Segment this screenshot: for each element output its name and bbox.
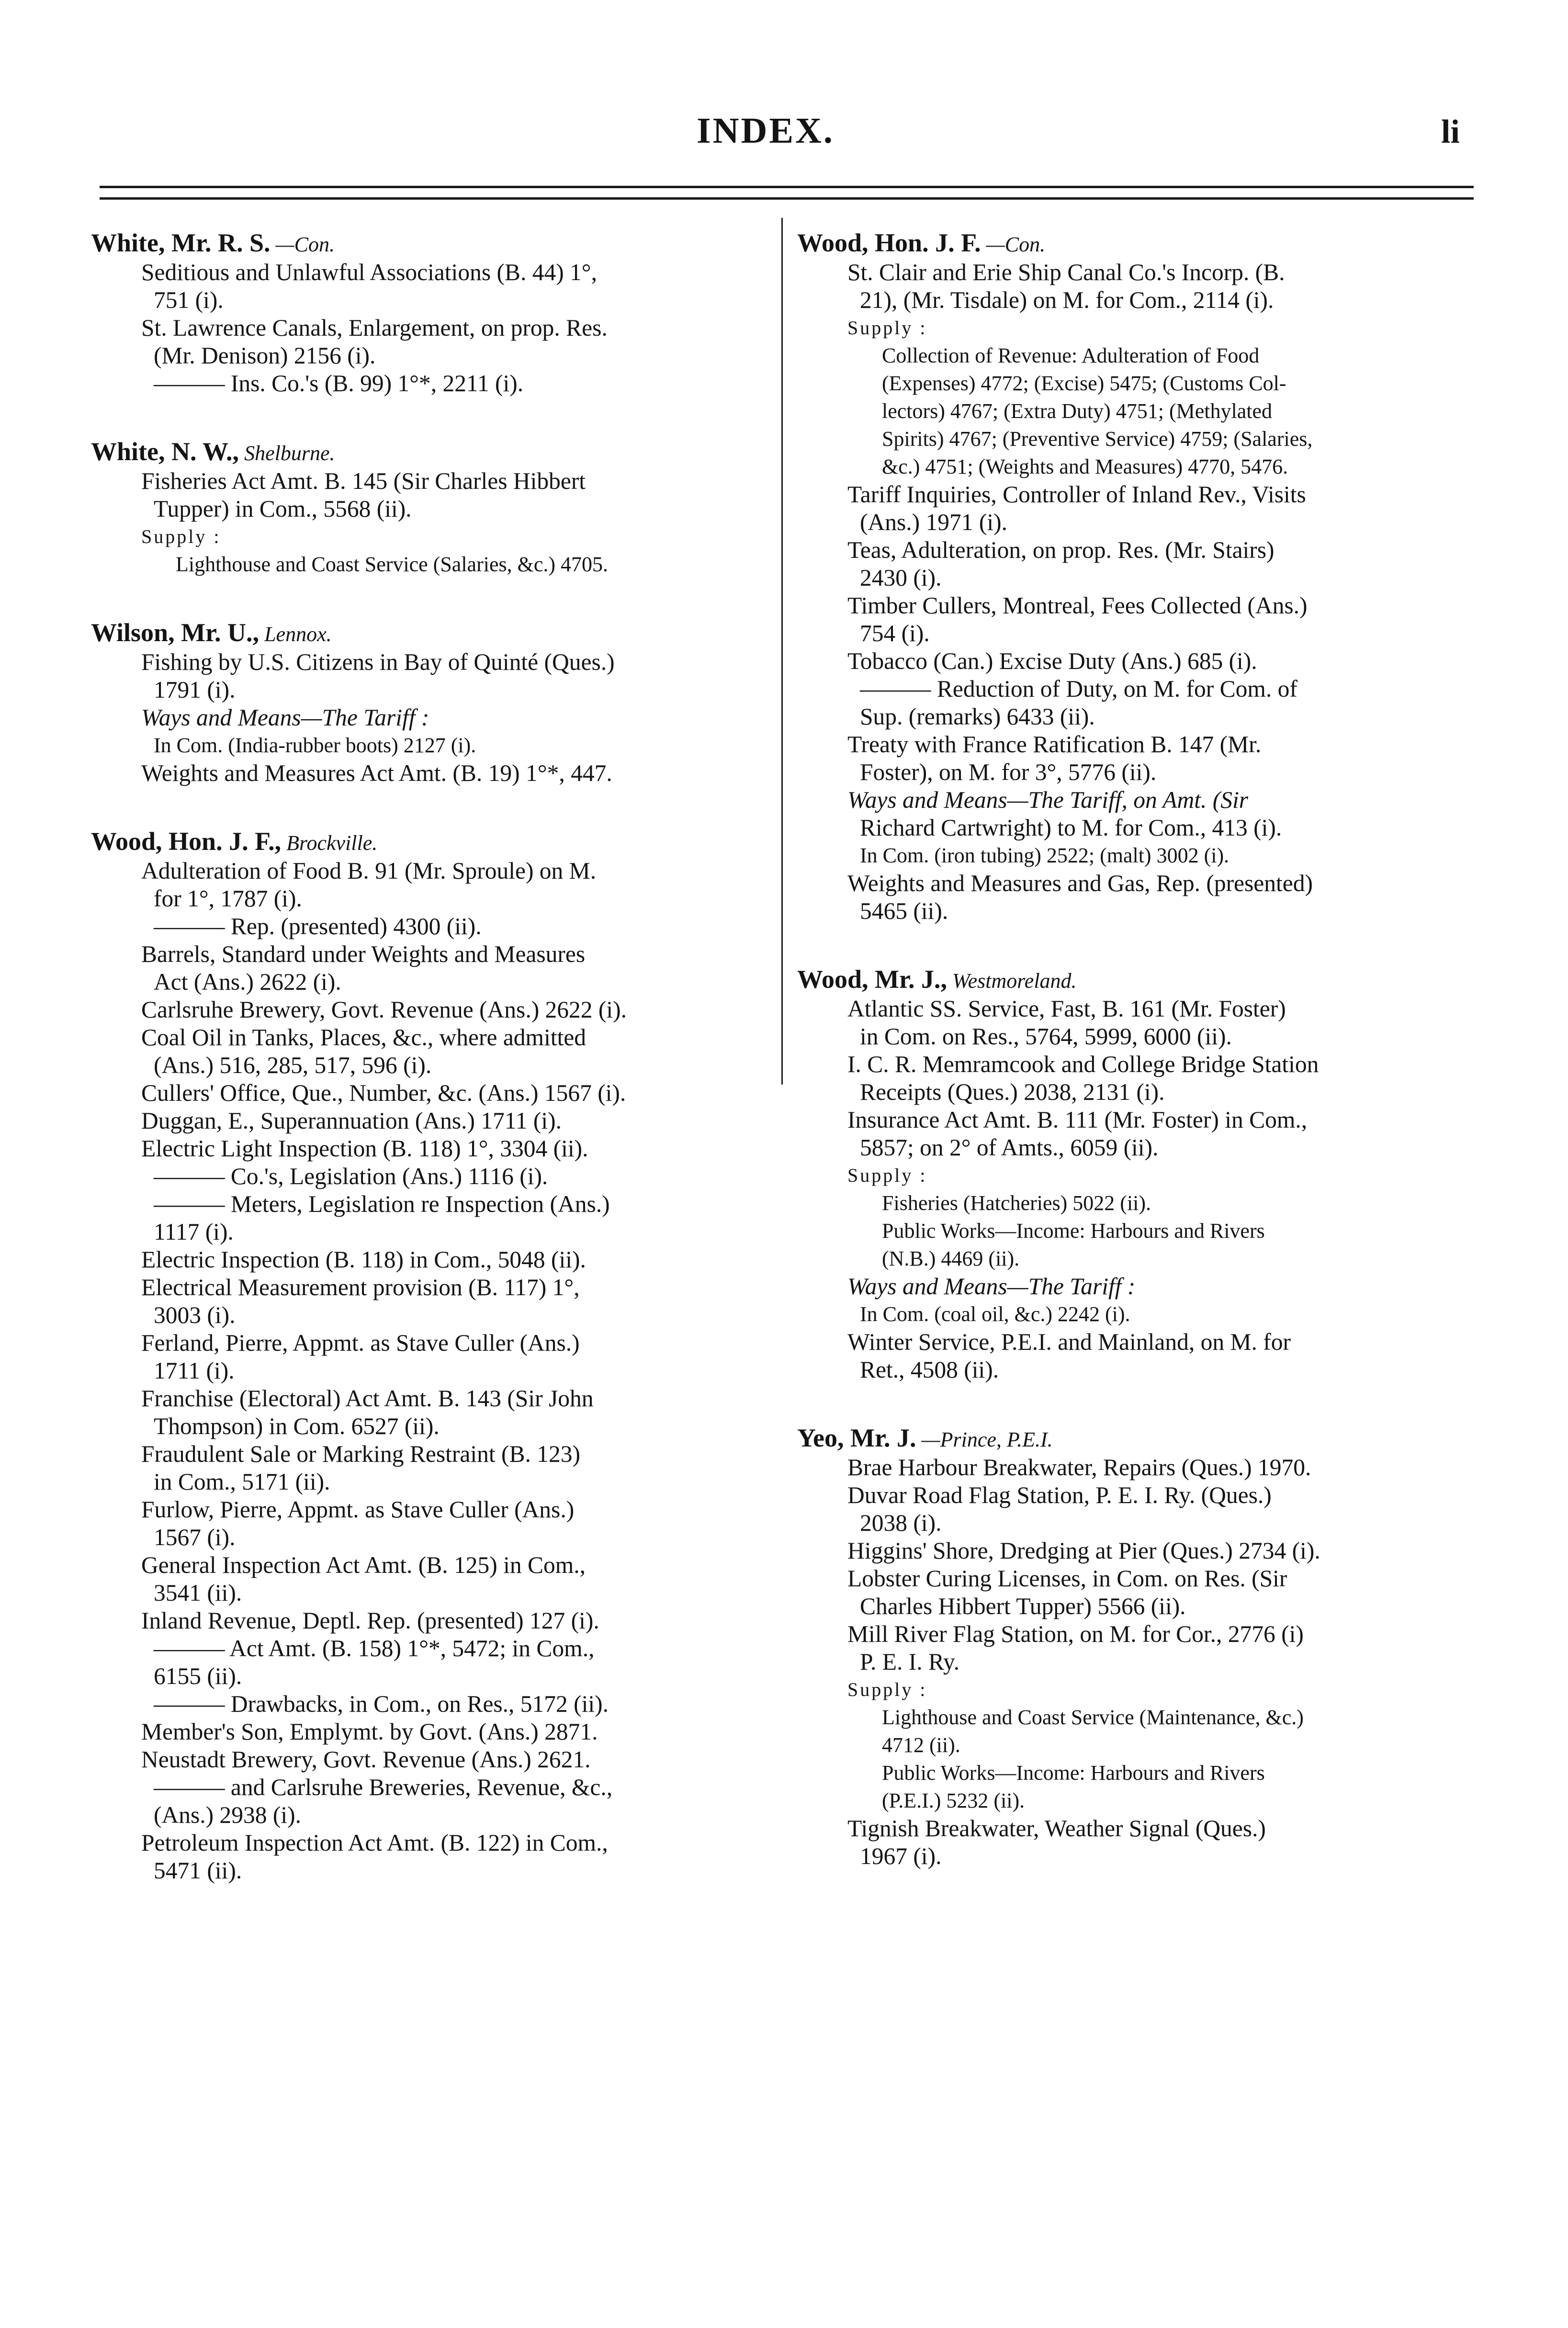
index-line: Ret., 4508 (ii). (860, 1356, 999, 1383)
index-line: Act (Ans.) 2622 (i). (154, 969, 341, 995)
index-line: (Ans.) 2938 (i). (154, 1802, 301, 1828)
supply-heading: Supply : (847, 1679, 927, 1700)
index-line: Barrels, Standard under Weights and Measures (141, 941, 586, 967)
member-riding: Shelburne. (239, 441, 335, 465)
entry-lines (847, 995, 1496, 1384)
index-line: 5857; on 2° of Amts., 6059 (ii). (860, 1134, 1159, 1161)
index-line: ——— Ins. Co.'s (B. 99) 1°*, 2211 (i). (154, 370, 524, 396)
index-line: 21), (Mr. Tisdale) on M. for Com., 2114 (i). (860, 287, 1274, 313)
entry-name (91, 827, 776, 857)
entry-lines (141, 648, 776, 787)
index-line: General Inspection Act Amt. (B. 125) in Com., (141, 1552, 586, 1578)
index-line: I. C. R. Memramcook and College Bridge Station (847, 1051, 1319, 1077)
index-line: Foster), on M. for 3°, 5776 (ii). (860, 759, 1157, 785)
index-line: in Com., 5171 (ii). (154, 1469, 330, 1495)
index-line: ——— Co.'s, Legislation (Ans.) 1116 (i). (154, 1163, 548, 1189)
index-line: Public Works—Income: Harbours and Rivers (882, 1219, 1265, 1243)
index-line: Brae Harbour Breakwater, Repairs (Ques.) 1970. (847, 1454, 1311, 1480)
index-line: Cullers' Office, Que., Number, &c. (Ans.) 1567 (i). (141, 1080, 626, 1106)
index-line: Duvar Road Flag Station, P. E. I. Ry. (Ques.) (847, 1482, 1272, 1508)
index-line: Ferland, Pierre, Appmt. as Stave Culler (Ans.) (141, 1330, 580, 1356)
index-line: ——— Meters, Legislation re Inspection (Ans.) (154, 1191, 610, 1217)
index-line: 4712 (ii). (882, 1733, 960, 1757)
index-line: Collection of Revenue: Adulteration of Food (882, 344, 1260, 367)
member-riding: —Con. (981, 233, 1046, 256)
header-rule (100, 186, 1474, 188)
member-name: White, Mr. R. S. (91, 228, 271, 257)
index-line: Teas, Adulteration, on prop. Res. (Mr. Stairs) (847, 537, 1275, 563)
index-line: Spirits) 4767; (Preventive Service) 4759; (Salaries, (882, 427, 1313, 451)
index-line: Fraudulent Sale or Marking Restraint (B. 123) (141, 1441, 580, 1467)
index-line: Petroleum Inspection Act Amt. (B. 122) in Com., (141, 1830, 608, 1856)
member-name: White, N. W., (91, 437, 239, 466)
member-riding: Brockville. (281, 831, 378, 855)
entry-lines (141, 857, 776, 1885)
index-line: Ways and Means—The Tariff, on Amt. (Sir (847, 787, 1249, 813)
header-rule (100, 197, 1474, 200)
index-line: 2430 (i). (860, 565, 942, 591)
index-line: P. E. I. Ry. (860, 1649, 959, 1675)
index-entry (91, 827, 776, 1885)
index-line: Higgins' Shore, Dredging at Pier (Ques.) 2734 (i). (847, 1537, 1320, 1564)
index-line: Richard Cartwright) to M. for Com., 413 (i). (860, 814, 1282, 841)
index-line: 5471 (ii). (154, 1857, 242, 1884)
index-line: Electric Light Inspection (B. 118) 1°, 3304 (ii). (141, 1135, 588, 1162)
index-line: ——— Reduction of Duty, on M. for Com. of (860, 676, 1297, 702)
entry-name (91, 619, 776, 648)
index-line: Weights and Measures and Gas, Rep. (presented) (847, 870, 1313, 896)
index-line: Timber Cullers, Montreal, Fees Collected (Ans.) (847, 592, 1308, 619)
index-line: 1967 (i). (860, 1843, 942, 1869)
index-line: In Com. (India-rubber boots) 2127 (i). (154, 734, 476, 757)
index-line: 1711 (i). (154, 1357, 235, 1384)
index-line: (Ans.) 516, 285, 517, 596 (i). (154, 1052, 432, 1078)
member-name: Wilson, Mr. U., (91, 618, 259, 647)
index-line: Coal Oil in Tanks, Places, &c., where admitted (141, 1024, 587, 1051)
entry-name (797, 1424, 1496, 1454)
index-line: St. Clair and Erie Ship Canal Co.'s Incorp. (B. (847, 259, 1285, 285)
index-line: in Com. on Res., 5764, 5999, 6000 (ii). (860, 1023, 1232, 1050)
index-line: Tariff Inquiries, Controller of Inland Rev., Visits (847, 481, 1306, 508)
index-line: Adulteration of Food B. 91 (Mr. Sproule) on M. (141, 858, 597, 884)
index-line: Seditious and Unlawful Associations (B. 44) 1°, (141, 259, 597, 285)
index-entry (91, 229, 776, 397)
index-line: Treaty with France Ratification B. 147 (Mr. (847, 731, 1262, 757)
entry-name (91, 229, 776, 259)
index-entry (91, 619, 776, 787)
member-riding: —Con. (270, 233, 335, 256)
index-line: Fisheries (Hatcheries) 5022 (ii). (882, 1191, 1151, 1215)
supply-heading: Supply : (847, 317, 927, 339)
index-line: Tignish Breakwater, Weather Signal (Ques.) (847, 1815, 1266, 1842)
index-entry (797, 229, 1496, 925)
entry-lines (141, 259, 776, 397)
index-line: 6155 (ii). (154, 1663, 242, 1689)
index-line: 5465 (ii). (860, 898, 948, 924)
index-entry (91, 438, 776, 578)
index-line: Electrical Measurement provision (B. 117) 1°, (141, 1274, 580, 1300)
index-line: 754 (i). (860, 620, 930, 646)
index-line: Tupper) in Com., 5568 (ii). (154, 496, 412, 522)
index-line: Ways and Means—The Tariff : (847, 1273, 1136, 1300)
index-line: ——— and Carlsruhe Breweries, Revenue, &c., (154, 1774, 613, 1800)
index-line: Inland Revenue, Deptl. Rep. (presented) 127 (i). (141, 1607, 599, 1634)
index-line: Mill River Flag Station, on M. for Cor., 2776 (i) (847, 1621, 1304, 1647)
index-line: (Ans.) 1971 (i). (860, 509, 1007, 535)
index-line: ——— Act Amt. (B. 158) 1°*, 5472; in Com., (154, 1635, 595, 1661)
entry-name (797, 965, 1496, 995)
index-line: Tobacco (Can.) Excise Duty (Ans.) 685 (i). (847, 648, 1257, 674)
column-divider (781, 218, 783, 1085)
index-line: Carlsruhe Brewery, Govt. Revenue (Ans.) 2622 (i). (141, 996, 627, 1023)
index-line: Lighthouse and Coast Service (Salaries, &c.) 4705. (176, 553, 609, 576)
index-line: Weights and Measures Act Amt. (B. 19) 1°*, 447. (141, 760, 612, 786)
member-name: Wood, Hon. J. F., (91, 827, 282, 856)
index-line: 3003 (i). (154, 1302, 236, 1328)
index-line: 1567 (i). (154, 1524, 236, 1550)
index-line: Member's Son, Emplymt. by Govt. (Ans.) 2871. (141, 1718, 598, 1745)
index-entry (797, 1424, 1496, 1870)
index-line: 751 (i). (154, 287, 224, 313)
index-line: 2038 (i). (860, 1510, 942, 1536)
member-name: Wood, Mr. J., (797, 965, 948, 994)
member-riding: —Prince, P.E.I. (916, 1428, 1053, 1451)
index-line: Neustadt Brewery, Govt. Revenue (Ans.) 2621. (141, 1746, 591, 1773)
index-line: Electric Inspection (B. 118) in Com., 5048 (ii). (141, 1246, 586, 1273)
entry-lines (847, 259, 1496, 925)
member-riding: Lennox. (259, 622, 332, 646)
entry-name (91, 438, 776, 467)
index-line: lectors) 4767; (Extra Duty) 4751; (Methylated (882, 399, 1273, 423)
member-name: Yeo, Mr. J. (797, 1424, 916, 1452)
index-entry (797, 965, 1496, 1384)
supply-heading: Supply : (847, 1164, 927, 1186)
index-line: Lighthouse and Coast Service (Maintenance, &c.) (882, 1706, 1304, 1729)
index-line: Insurance Act Amt. B. 111 (Mr. Foster) in Com., (847, 1107, 1308, 1133)
index-line: Furlow, Pierre, Appmt. as Stave Culler (Ans.) (141, 1496, 575, 1523)
index-line: Thompson) in Com. 6527 (ii). (154, 1413, 440, 1439)
index-line: St. Lawrence Canals, Enlargement, on prop. Res. (141, 315, 608, 341)
index-line: Fisheries Act Amt. B. 145 (Sir Charles Hibbert (141, 468, 586, 494)
index-line: Franchise (Electoral) Act Amt. B. 143 (Sir John (141, 1385, 594, 1412)
entry-lines (141, 467, 776, 578)
index-line: 1791 (i). (154, 677, 236, 703)
member-riding: Westmoreland. (947, 969, 1077, 993)
index-line: ——— Drawbacks, in Com., on Res., 5172 (ii). (154, 1691, 609, 1717)
index-line: Lobster Curing Licenses, in Com. on Res. (Sir (847, 1565, 1287, 1592)
index-line: In Com. (coal oil, &c.) 2242 (i). (860, 1302, 1130, 1326)
entry-lines (847, 1454, 1496, 1870)
index-line: &c.) 4751; (Weights and Measures) 4770, 5476. (882, 455, 1288, 478)
index-line: Ways and Means—The Tariff : (141, 704, 429, 731)
index-line: (Mr. Denison) 2156 (i). (154, 342, 376, 369)
index-line: ——— Rep. (presented) 4300 (ii). (154, 913, 482, 939)
index-line: 3541 (ii). (154, 1580, 242, 1606)
index-line: 1117 (i). (154, 1219, 234, 1245)
index-line: Charles Hibbert Tupper) 5566 (ii). (860, 1593, 1186, 1619)
left-column (91, 229, 776, 1925)
index-line: Atlantic SS. Service, Fast, B. 161 (Mr. Foster) (847, 995, 1286, 1022)
right-column (797, 229, 1496, 1910)
index-line: (N.B.) 4469 (ii). (882, 1247, 1020, 1270)
index-line: Winter Service, P.E.I. and Mainland, on M. for (847, 1329, 1291, 1355)
index-line: Fishing by U.S. Citizens in Bay of Quinté (Ques.) (141, 649, 615, 675)
index-line: In Com. (iron tubing) 2522; (malt) 3002 (i). (860, 844, 1230, 867)
index-line: for 1°, 1787 (i). (154, 885, 302, 912)
index-line: Duggan, E., Superannuation (Ans.) 1711 (i). (141, 1107, 562, 1134)
member-name: Wood, Hon. J. F. (797, 228, 981, 257)
index-line: (P.E.I.) 5232 (ii). (882, 1789, 1025, 1812)
entry-name (797, 229, 1496, 259)
index-line: Public Works—Income: Harbours and Rivers (882, 1761, 1265, 1785)
index-line: Receipts (Ques.) 2038, 2131 (i). (860, 1079, 1165, 1105)
page-title: INDEX. (697, 111, 835, 151)
supply-heading: Supply : (141, 526, 221, 547)
page-number: li (1441, 113, 1460, 150)
index-line: Sup. (remarks) 6433 (ii). (860, 703, 1095, 730)
page-header (0, 0, 1568, 211)
index-line: (Expenses) 4772; (Excise) 5475; (Customs Col- (882, 372, 1286, 395)
